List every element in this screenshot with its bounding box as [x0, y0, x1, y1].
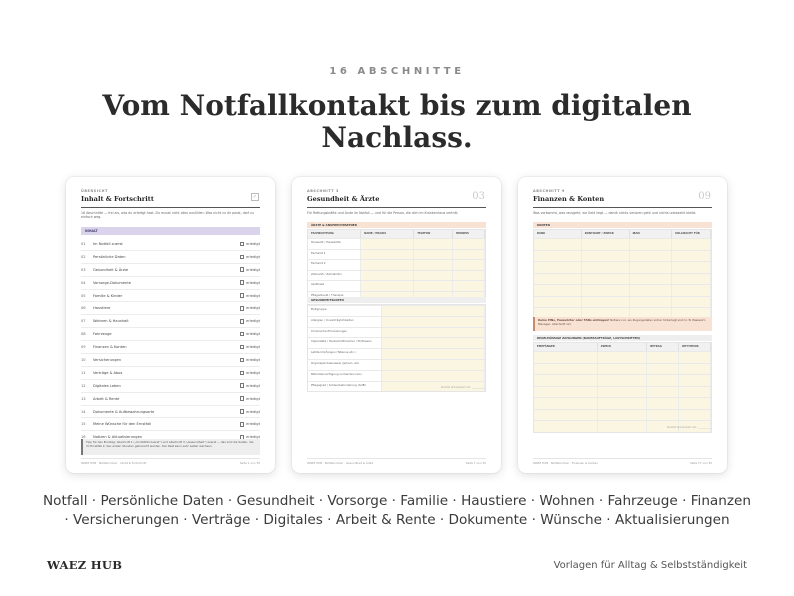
table-header [308, 230, 485, 238]
item-title: Dokumente & Aufbewahrungsorte [93, 409, 155, 414]
item-title: Finanzen & Konten [93, 345, 127, 350]
item-title: Meine Wünsche für den Ernstfall [93, 422, 152, 427]
payments-table [533, 342, 712, 433]
blank-cell [672, 285, 711, 296]
blank-cell [534, 352, 598, 363]
card-title: Gesundheit & Ärzte [307, 195, 380, 203]
doctors-table [307, 229, 486, 303]
headline [0, 90, 794, 154]
column-header: FACHRICHTUNG [308, 230, 361, 238]
section-header: REGELMÄSSIGE ZAHLUNGEN (DAUERAUFTRÄGE, LASTSCHRIFTEN) [533, 335, 712, 341]
blank-cell [582, 285, 630, 296]
warning-text: Notiere nur, wo Zugangsdaten sicher hinterlegt sind (z. B. Passwort-Manager, Abschnitt 12). [538, 318, 706, 326]
item-number: 02 [81, 254, 86, 259]
table-row [534, 296, 711, 308]
blank-cell [630, 239, 672, 250]
section-number: 03 [472, 191, 485, 202]
topics-line-1: Notfall · Persönliche Daten · Gesundheit · Vorsorge · Familie · Haustiere · Wohnen · Fahrzeuge · Finanzen [43, 493, 751, 509]
item-title: Haustiere [93, 306, 111, 311]
blank-cell [582, 251, 630, 262]
blank-cell [630, 251, 672, 262]
blank-cell [534, 410, 598, 421]
blank-cell [598, 410, 648, 421]
table-row [534, 238, 711, 250]
table-row [308, 249, 485, 260]
row-label: Patientenverfügung vorhanden (wo) [308, 371, 382, 381]
blank-cell [361, 250, 414, 260]
row-label: Pflegegrad / Schwerbehinderung (GdB) [308, 382, 382, 392]
checkbox-icon [240, 345, 245, 350]
list-item [81, 238, 260, 251]
list-item [81, 251, 260, 264]
row-label: Zahnarzt / Zahnärztin [308, 271, 361, 281]
checkbox-icon [240, 409, 245, 414]
footer-right: Seite 1 von 30 [239, 461, 260, 465]
table-body [308, 238, 485, 302]
blank-cell [630, 285, 672, 296]
column-header: ZWECK [598, 343, 648, 351]
table-row [308, 359, 485, 370]
blank-cell [582, 239, 630, 250]
footer-left: WAEZ HUB · Notfallordner · Gesundheit & Ärzte [307, 461, 374, 465]
row-label: Letzte Impfungen (Tetanus etc.) [308, 349, 382, 359]
brand-logo: WAEZ HUB [47, 558, 123, 572]
item-title: Wohnen & Haushalt [93, 319, 129, 324]
status-label: erledigt [246, 345, 260, 350]
section-header: ÄRZTE & ANSPRECHPARTNER [307, 222, 486, 228]
health-data-table [307, 304, 486, 392]
blank-cell [598, 364, 648, 375]
blank-cell [534, 251, 582, 262]
checkbox-icon [240, 255, 245, 260]
card-intro: Was vorkommt, was rausgeht, wo Geld liegt — damit nichts verloren geht und nichts unbezahlt bleibt. [533, 211, 697, 215]
card-footer [81, 458, 260, 465]
blank-cell [414, 271, 453, 281]
status-label: erledigt [246, 254, 260, 259]
table-row [534, 351, 711, 363]
table-row [308, 370, 485, 381]
card-title: Inhalt & Fortschritt [81, 195, 154, 203]
status-label: erledigt [246, 357, 260, 362]
blank-cell [598, 387, 648, 398]
item-number: 14 [81, 409, 86, 414]
table-row [534, 261, 711, 273]
section-header: GESUNDHEITSDATEN [307, 297, 486, 303]
item-number: 11 [81, 370, 86, 375]
table-row [534, 284, 711, 296]
blank-cell [382, 317, 485, 327]
table-row [534, 363, 711, 375]
blank-cell [647, 352, 679, 363]
blank-cell [672, 262, 711, 273]
blank-cell [382, 349, 485, 359]
checkbox-icon [240, 267, 245, 272]
status-label: erledigt [246, 280, 260, 285]
blank-cell [647, 387, 679, 398]
blank-cell [598, 352, 648, 363]
item-title: Persönliche Daten [93, 254, 126, 259]
blank-cell [672, 239, 711, 250]
blank-cell [647, 410, 679, 421]
item-number: 01 [81, 241, 86, 246]
item-number: 10 [81, 357, 86, 362]
list-item [81, 341, 260, 354]
blank-cell [414, 281, 453, 291]
table-body [534, 238, 711, 319]
row-label: Facharzt 1 [308, 250, 361, 260]
section-number: 09 [698, 191, 711, 202]
blank-cell [534, 285, 582, 296]
contents-list [81, 238, 260, 444]
item-title: Notizen & Aktualisierungen [93, 435, 143, 440]
item-title: Gesundheit & Ärzte [93, 267, 129, 272]
footer-left: WAEZ HUB · Notfallordner · Finanzen & Konten [533, 461, 599, 465]
table-row [308, 327, 485, 338]
blank-cell [647, 364, 679, 375]
table-row [534, 374, 711, 386]
blank-cell [414, 250, 453, 260]
list-item [81, 277, 260, 290]
list-item [81, 393, 260, 406]
status-label: erledigt [246, 396, 260, 401]
blank-cell [534, 262, 582, 273]
blank-cell [630, 262, 672, 273]
last-updated: Zuletzt aktualisiert am: __________ [666, 426, 711, 429]
list-item [81, 264, 260, 277]
footer-right: Seite 7 von 30 [465, 461, 486, 465]
checkbox-icon [240, 396, 245, 401]
row-label: Pflegedienst / Therapie [308, 292, 361, 302]
blank-cell [534, 398, 598, 409]
list-item [81, 354, 260, 367]
blank-cell [361, 271, 414, 281]
item-number: 06 [81, 306, 86, 311]
item-number: 12 [81, 383, 86, 388]
list-header: INHALT [81, 227, 260, 235]
topics-line-2: · Versicherungen · Verträge · Digitales · Arbeit & Rente · Dokumente · Wünsche · Aktualisierungen [64, 512, 730, 528]
blank-cell [534, 297, 582, 308]
blank-cell [598, 375, 648, 386]
headline-line-2: Nachlass. [321, 121, 473, 154]
list-item [81, 315, 260, 328]
card-intro: 16 Abschnitte — frei als, was du erledigt hast. Du musst nicht alles ausfüllen: Was nicht zu dir passt, darf zu einfach weg. [81, 211, 254, 220]
blank-cell [382, 360, 485, 370]
item-number: 13 [81, 396, 86, 401]
blank-cell [361, 239, 414, 249]
blank-cell [534, 421, 598, 432]
table-header [534, 343, 711, 351]
status-label: erledigt [246, 267, 260, 272]
checkbox-icon: ✓ [252, 194, 258, 200]
checkbox-icon [240, 371, 245, 376]
blank-cell [582, 262, 630, 273]
blank-cell [534, 274, 582, 285]
accounts-table [533, 229, 712, 320]
card-kicker: ABSCHNITT 3 [307, 189, 339, 193]
status-label: erledigt [246, 435, 260, 440]
item-title: Vorsorge-Dokumente [93, 280, 131, 285]
blank-cell [647, 398, 679, 409]
item-number: 03 [81, 267, 86, 272]
row-label: Implantate / Herzschrittmacher / Prothesen [308, 338, 382, 348]
blank-cell [414, 260, 453, 270]
list-item [81, 406, 260, 419]
card-kicker: ABSCHNITT 9 [533, 189, 565, 193]
table-row [534, 409, 711, 421]
headline-line-1: Vom Notfallkontakt bis zum digitalen [102, 89, 692, 122]
table-row [308, 316, 485, 327]
status-label: erledigt [246, 306, 260, 311]
blank-cell [453, 271, 485, 281]
column-header: BETRAG [647, 343, 679, 351]
table-row [308, 259, 485, 270]
list-item [81, 418, 260, 431]
blank-cell [598, 398, 648, 409]
table-row [308, 337, 485, 348]
column-header: BANK [534, 230, 582, 238]
row-label: Blutgruppe [308, 306, 382, 316]
column-header: KONTOART / ZWECK [582, 230, 630, 238]
blank-cell [672, 251, 711, 262]
list-item [81, 302, 260, 315]
item-title: Versicherungen [93, 357, 122, 362]
section-count-eyebrow: 16 ABSCHNITTE [329, 66, 465, 77]
checkbox-icon [240, 332, 245, 337]
preview-card-health [292, 177, 501, 473]
blank-cell [534, 364, 598, 375]
table-row [534, 397, 711, 409]
blank-cell [382, 328, 485, 338]
blank-cell [361, 281, 414, 291]
footer-left: WAEZ HUB · Notfallordner · Inhalt & Fortschritt [81, 461, 147, 465]
status-label: erledigt [246, 241, 260, 246]
blank-cell [672, 274, 711, 285]
blank-cell [679, 352, 711, 363]
blank-cell [534, 387, 598, 398]
row-label: Organspendeausweis (ja/nein, wo) [308, 360, 382, 370]
blank-cell [534, 375, 598, 386]
item-title: Verträge & Abos [93, 370, 123, 375]
blank-cell [361, 260, 414, 270]
blank-cell [679, 375, 711, 386]
status-label: erledigt [246, 332, 260, 337]
item-title: Digitales Leben [93, 383, 121, 388]
warning-box [533, 317, 712, 331]
table-header [534, 230, 711, 238]
status-label: erledigt [246, 422, 260, 427]
table-body [534, 351, 711, 432]
blank-cell [679, 398, 711, 409]
blank-cell [534, 239, 582, 250]
column-header: IBAN [630, 230, 672, 238]
tagline: Vorlagen für Alltag & Selbstständigkeit [553, 560, 747, 571]
column-header: RHYTHMUS [679, 343, 711, 351]
row-label: Hausarzt / Hausärztin [308, 239, 361, 249]
item-title: Fahrzeuge [93, 332, 112, 337]
item-number: 15 [81, 422, 86, 427]
card-kicker: ÜBERSICHT [81, 189, 109, 193]
row-label: Facharzt 2 [308, 260, 361, 270]
blank-cell [414, 239, 453, 249]
blank-cell [453, 239, 485, 249]
preview-card-contents [66, 177, 275, 473]
blank-cell [582, 274, 630, 285]
table-row [308, 348, 485, 359]
footer-right: Seite 17 von 30 [689, 461, 712, 465]
item-number: 04 [81, 280, 86, 285]
blank-cell [598, 421, 648, 432]
checkbox-icon [240, 319, 245, 324]
blank-cell [630, 297, 672, 308]
column-header: HINWEIS [453, 230, 485, 238]
blank-cell [647, 375, 679, 386]
status-label: erledigt [246, 370, 260, 375]
preview-card-finance [518, 177, 727, 473]
blank-cell [679, 364, 711, 375]
table-row [534, 273, 711, 285]
item-number: 05 [81, 293, 86, 298]
column-header: EMPFÄNGER [534, 343, 598, 351]
title-rule [307, 207, 486, 208]
blank-cell [453, 260, 485, 270]
card-title: Finanzen & Konten [533, 195, 605, 203]
list-item [81, 367, 260, 380]
table-row [308, 305, 485, 316]
card-footer [307, 458, 486, 465]
item-title: Familie & Kinder [93, 293, 123, 298]
status-label: erledigt [246, 409, 260, 414]
table-row [308, 280, 485, 291]
table-row [308, 238, 485, 249]
item-title: Im Notfall zuerst [93, 241, 123, 246]
column-header: TELEFON [414, 230, 453, 238]
table-row [308, 270, 485, 281]
item-title: Arbeit & Rente [93, 396, 120, 401]
item-number: 16 [81, 435, 86, 440]
title-rule [81, 207, 260, 208]
blank-cell [679, 410, 711, 421]
row-label: Chronische Erkrankungen [308, 328, 382, 338]
table-body [308, 305, 485, 391]
status-label: erledigt [246, 293, 260, 298]
warning-bold: Keine PINs, Passwörter oder TANs eintragen! [538, 318, 610, 322]
checkbox-icon [240, 280, 245, 285]
column-header: NAME / PRAXIS [361, 230, 414, 238]
row-label: Apotheke [308, 281, 361, 291]
checkbox-icon [240, 242, 245, 247]
blank-cell [382, 338, 485, 348]
blank-cell [453, 281, 485, 291]
card-footer [533, 458, 712, 465]
checkbox-icon [240, 422, 245, 427]
blank-cell [672, 297, 711, 308]
table-row [534, 386, 711, 398]
status-label: erledigt [246, 319, 260, 324]
card-intro: Für Rettungskräfte und Ärzte im Notfall — und für die Person, die dich im Krankenhaus vertritt. [307, 211, 459, 215]
column-header: VOLLMACHT FÜR [672, 230, 711, 238]
status-label: erledigt [246, 383, 260, 388]
list-item [81, 380, 260, 393]
checkbox-icon [240, 306, 245, 311]
checkbox-icon [240, 383, 245, 388]
blank-cell [382, 306, 485, 316]
list-item [81, 328, 260, 341]
blank-cell [630, 274, 672, 285]
row-label: Allergien / Unverträglichkeiten [308, 317, 382, 327]
blank-cell [382, 371, 485, 381]
item-number: 08 [81, 332, 86, 337]
topics-list [0, 492, 794, 530]
list-item [81, 290, 260, 303]
last-updated: Zuletzt aktualisiert am: __________ [440, 386, 485, 389]
blank-cell [679, 387, 711, 398]
title-rule [533, 207, 712, 208]
section-header: KONTEN [533, 222, 712, 228]
item-number: 09 [81, 345, 86, 350]
checkbox-icon [240, 293, 245, 298]
checkbox-icon [240, 358, 245, 363]
table-row [534, 250, 711, 262]
tip-box: Tipp für den Einstieg: Abschnitt 1 („Im Notfall zuerst“) und Abschnitt 3 („Gesundheit“) zuerst — das sind die Seiten, die im Ernstfall in den ersten Stunden gebraucht werden. Der Rest kann sehr weiter wachsen. [81, 439, 260, 455]
blank-cell [582, 297, 630, 308]
blank-cell [453, 250, 485, 260]
item-number: 07 [81, 319, 86, 324]
